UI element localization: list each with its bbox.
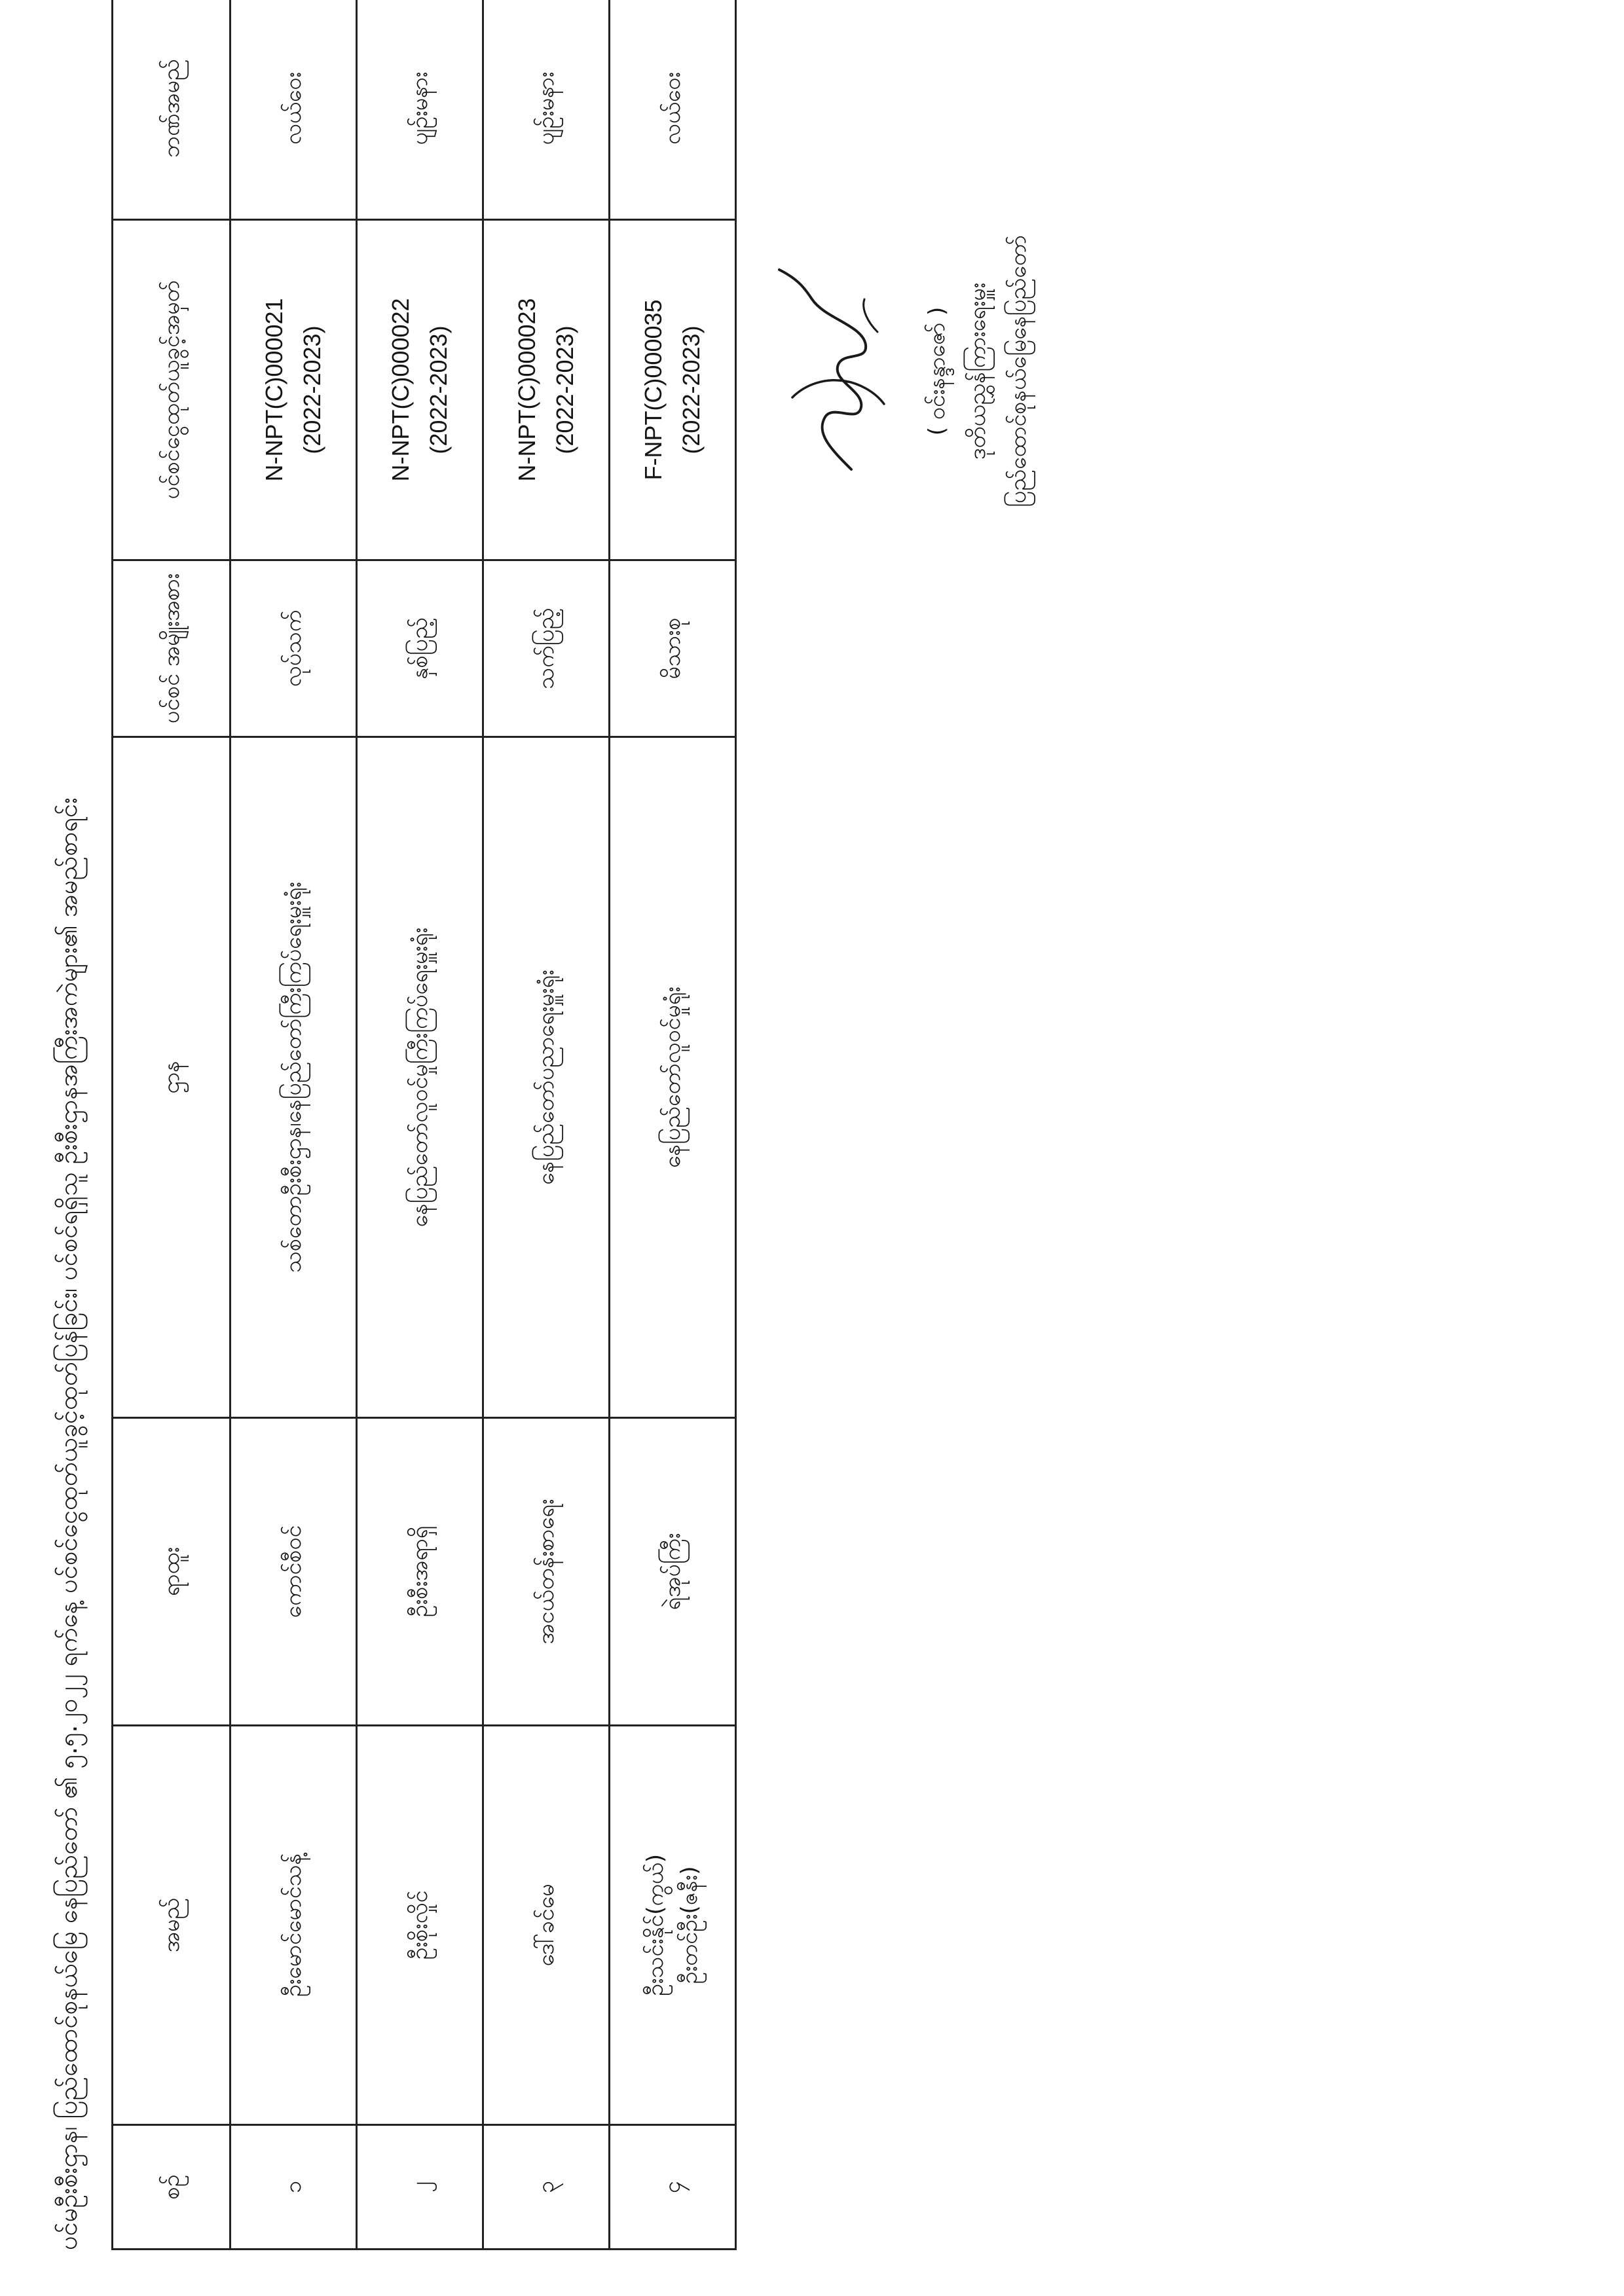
header-permit-no: ပင်စင်ငွေထုတ်ယူခွင့်အမှတ်: [113, 220, 231, 560]
header-remark: ဘဏ်အမည်: [113, 0, 231, 220]
cell-pension-type: မိသားစု: [610, 560, 736, 737]
cell-name: [610, 1726, 736, 2125]
signature-block: [753, 175, 1039, 568]
header-rank: ရာထူး: [113, 1418, 231, 1726]
cell-remark: ပျဉ်းမနား: [483, 0, 610, 220]
cell-department: နေပြည်တော်ပညာရေးမှူးရုံး: [483, 737, 610, 1418]
signatory-office: ပြည်ထောင်စုနယ်မြေနေပြည်တော်: [1005, 235, 1031, 507]
permit-year: (2022-2023): [678, 325, 705, 454]
cell-pension-type: သက်ပြည့်: [483, 560, 610, 737]
permit-year: (2022-2023): [299, 325, 325, 454]
cell-remark: ပျဉ်းမနား: [357, 0, 483, 220]
header-name: အမည်: [113, 1726, 231, 2125]
cell-name: ဒေါ်ခင်မေ: [483, 1726, 610, 2125]
name-line-spouse: ဦးတင်ဦး(ဇနီး): [676, 1866, 703, 1984]
cell-name: ဦးမောင်မောင်သန့်: [231, 1726, 357, 2125]
cell-remark: လယ်ဝေး: [610, 0, 736, 220]
cell-permit: [231, 220, 357, 560]
permit-number: N-NPT(C)000022: [387, 298, 414, 482]
permit-number: F-NPT(C)000035: [640, 299, 667, 481]
header-pension-type: ပင်စင် အမျိုးအစား: [113, 560, 231, 737]
permit-number: N-NPT(C)000023: [513, 298, 540, 482]
signatory-title: ဒုတိယညွှန်ကြားရေးမှူး: [965, 282, 991, 460]
cell-remark: လယ်ဝေး: [231, 0, 357, 220]
handwritten-signature: [753, 247, 910, 496]
cell-department: နေပြည်တော်လူဝင်မှုရုံး: [610, 737, 736, 1418]
cell-rank: ကောင်စီဝင်: [231, 1418, 357, 1726]
table-row: [610, 0, 736, 2250]
name-line-deceased: ဦးသင်းနိုင်(ကွယ်): [642, 1853, 669, 1997]
cell-name: ဦးစိုးလှိုင်: [357, 1726, 483, 2125]
signatory-name: ( ဝင်းနန္ဒာဇော် ): [924, 306, 950, 436]
cell-permit: [357, 220, 483, 560]
cell-permit: [483, 220, 610, 560]
cell-department: သစ်တောဦးစီးဌာန၊နေပြည်တော်ကြီးကြပ်ရေးမှူးရုံး: [231, 737, 357, 1418]
table-row: [357, 0, 483, 2250]
cell-rank: ဦးစီးအရာရှိ: [357, 1418, 483, 1726]
cell-department: နေပြည်တော်လူဝင်မှုကြီးကြပ်ရေးမှူးရုံး: [357, 737, 483, 1418]
cell-rank: အငယ်တန်းစာရေး: [483, 1418, 610, 1726]
cell-no: ၄: [610, 2125, 736, 2250]
cell-permit: [610, 220, 736, 560]
table-header-row: [113, 0, 231, 2250]
document-title: ပင်မဦးစီးဌာန၊ ပြည်ထောင်စုနယ်မြေ နေပြည်တော် ၏ ၅.၅.၂၀၂၂ ရက်နေ့ ပင်စင်ငွေထုတ်ယူခွင့်ထုတ်ပြန်ခြင်း၊ ပင်စင်ရရှိသူ ဦးစီးဌာနအကြီးအကဲများ၏ အမည်စာရင်း: [54, 797, 83, 2250]
cell-no: ၁: [231, 2125, 357, 2250]
permit-number: N-NPT(C)000021: [261, 298, 287, 482]
header-no: စဉ်: [113, 2125, 231, 2250]
cell-no: ၃: [483, 2125, 610, 2250]
permit-year: (2022-2023): [425, 325, 452, 454]
cell-pension-type: လုပ်သက်: [231, 560, 357, 737]
permit-year: (2022-2023): [551, 325, 578, 454]
cell-pension-type: နှစ်ပြည့်: [357, 560, 483, 737]
table-row: [231, 0, 357, 2250]
pension-records-table: [111, 0, 737, 2250]
cell-no: ၂: [357, 2125, 483, 2250]
header-department: ဌာန: [113, 737, 231, 1418]
table-row: [483, 0, 610, 2250]
cell-rank: ရဲအုပ်ကြီး: [610, 1418, 736, 1726]
